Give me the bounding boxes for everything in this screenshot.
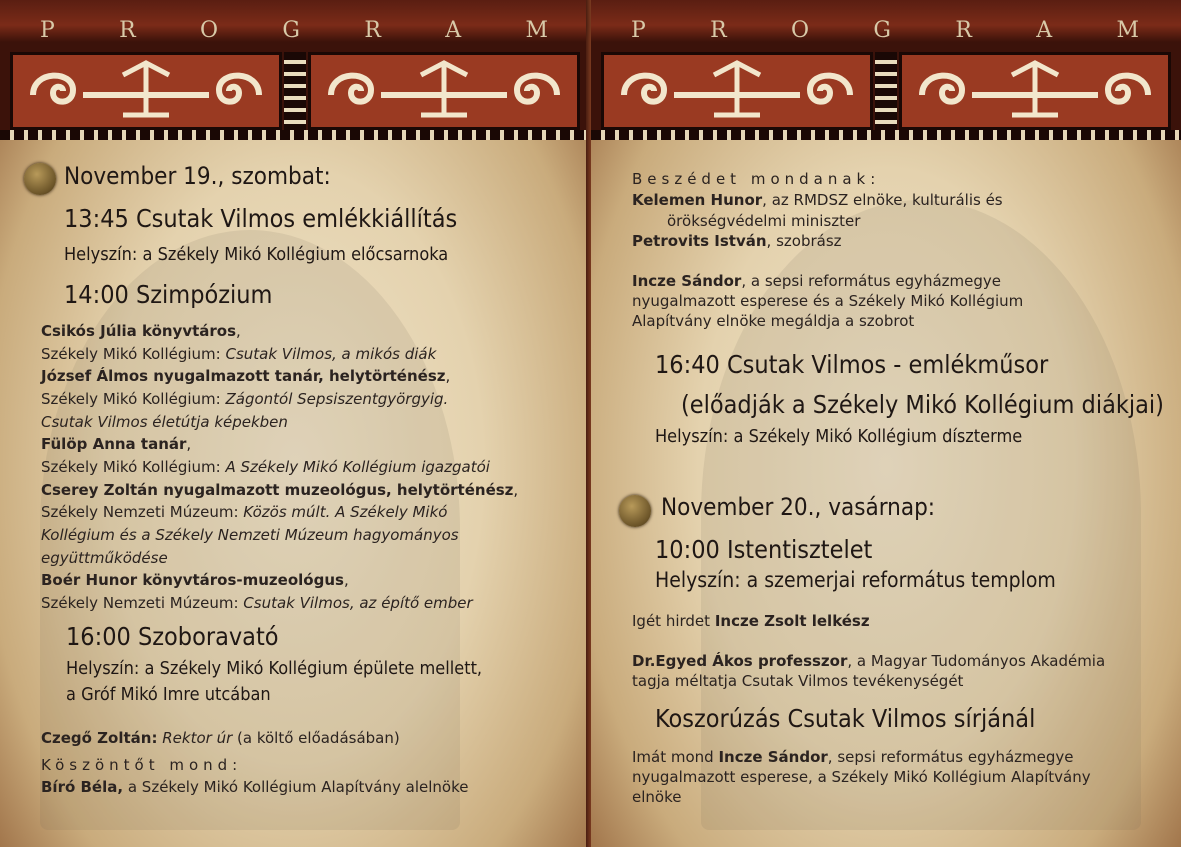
sermon-line: Igét hirdet Incze Zsolt lelkész bbox=[632, 612, 870, 630]
event-heading: 16:40 Csutak Vilmos - emlékműsor bbox=[655, 350, 1049, 379]
talk-line: Kollégium és a Székely Nemzeti Múzeum hagyományos bbox=[41, 526, 459, 544]
speeches-label: Beszédet mondanak: bbox=[632, 170, 881, 188]
folk-motif-panel bbox=[601, 52, 873, 130]
talk-line: Székely Nemzeti Múzeum: Közös múlt. A Székely Mikó bbox=[41, 503, 448, 521]
event-location: Helyszín: a Székely Mikó Kollégium előcsarnoka bbox=[64, 244, 449, 265]
event-heading: 14:00 Szimpózium bbox=[64, 280, 273, 309]
prayer-line: nyugalmazott esperese, a Székely Mikó Kollégium Alapítvány bbox=[632, 768, 1091, 786]
talk-line: Székely Mikó Kollégium: A Székely Mikó Kollégium igazgatói bbox=[41, 458, 490, 476]
talk-line: együttműködése bbox=[41, 549, 168, 567]
tribute-line: tagja méltatja Csutak Vilmos tevékenységét bbox=[632, 672, 964, 690]
folk-motif-panel bbox=[899, 52, 1171, 130]
speaker-line: Fülöp Anna tanár, bbox=[41, 435, 192, 453]
talk-line: Székely Mikó Kollégium: Zágontól Sepsiszentgyörgyig. bbox=[41, 390, 449, 408]
event-heading: 13:45 Csutak Vilmos emlékkiállítás bbox=[64, 204, 458, 233]
event-heading: Koszorúzás Csutak Vilmos sírjánál bbox=[655, 704, 1036, 733]
event-location: Helyszín: a szemerjai református templom bbox=[655, 568, 1056, 592]
event-location: a Gróf Mikó Imre utcában bbox=[66, 684, 271, 705]
right-page bbox=[591, 0, 1181, 847]
event-heading: 10:00 Istentisztelet bbox=[655, 535, 873, 564]
talk-line: Csutak Vilmos életútja képekben bbox=[41, 413, 288, 431]
tribute-line: Dr.Egyed Ákos professzor, a Magyar Tudományos Akadémia bbox=[632, 652, 1106, 670]
blessing-line: Incze Sándor, a sepsi református egyházmegye bbox=[632, 272, 1002, 290]
event-heading: 16:00 Szoboravató bbox=[66, 622, 279, 651]
left-page bbox=[0, 0, 590, 847]
talk-line: Székely Nemzeti Múzeum: Csutak Vilmos, az építő ember bbox=[41, 594, 473, 612]
event-location: Helyszín: a Székely Mikó Kollégium épülete mellett, bbox=[66, 658, 483, 679]
speaker-line: Cserey Zoltán nyugalmazott muzeológus, helytörténész, bbox=[41, 481, 519, 499]
header-border bbox=[0, 130, 590, 140]
talk-line: Székely Mikó Kollégium: Csutak Vilmos, a mikós diák bbox=[41, 345, 437, 363]
folk-motif-panel bbox=[10, 52, 282, 130]
prayer-line: elnöke bbox=[632, 788, 682, 806]
blessing-line: Alapítvány elnöke megáldja a szobrot bbox=[632, 312, 915, 330]
speaker-line: Kelemen Hunor, az RMDSZ elnöke, kulturális és bbox=[632, 191, 1003, 209]
header-band-right bbox=[591, 0, 1181, 140]
bullet-icon bbox=[619, 495, 651, 527]
bullet-icon bbox=[24, 163, 56, 195]
header-border bbox=[591, 130, 1181, 140]
performance-line: Czegő Zoltán: Rektor úr (a költő előadásában) bbox=[41, 729, 400, 747]
divider-strip bbox=[875, 52, 897, 130]
header-band-left bbox=[0, 0, 590, 140]
speaker-line: Boér Hunor könyvtáros-muzeológus, bbox=[41, 571, 349, 589]
speaker-line: örökségvédelmi miniszter bbox=[667, 212, 861, 230]
day-heading: November 19., szombat: bbox=[64, 162, 331, 190]
speaker-line: Csikós Júlia könyvtáros, bbox=[41, 322, 241, 340]
greeting-label: Köszöntőt mond: bbox=[41, 756, 243, 774]
blessing-line: nyugalmazott esperese és a Székely Mikó Kollégium bbox=[632, 292, 1024, 310]
speaker-line: Petrovits István, szobrász bbox=[632, 232, 842, 250]
folk-motif-panel bbox=[308, 52, 580, 130]
greeting-line: Bíró Béla, a Székely Mikó Kollégium Alapítvány alelnöke bbox=[41, 778, 469, 796]
program-title-left: P R O G R A M bbox=[40, 18, 550, 43]
program-title-right: P R O G R A M bbox=[631, 18, 1141, 43]
prayer-line: Imát mond Incze Sándor, sepsi református egyházmegye bbox=[632, 748, 1074, 766]
event-location: Helyszín: a Székely Mikó Kollégium díszterme bbox=[655, 426, 1023, 447]
event-heading: (előadják a Székely Mikó Kollégium diákjai) bbox=[681, 390, 1164, 419]
day-heading: November 20., vasárnap: bbox=[661, 493, 936, 521]
speaker-line: József Álmos nyugalmazott tanár, helytörténész, bbox=[41, 367, 451, 385]
divider-strip bbox=[284, 52, 306, 130]
